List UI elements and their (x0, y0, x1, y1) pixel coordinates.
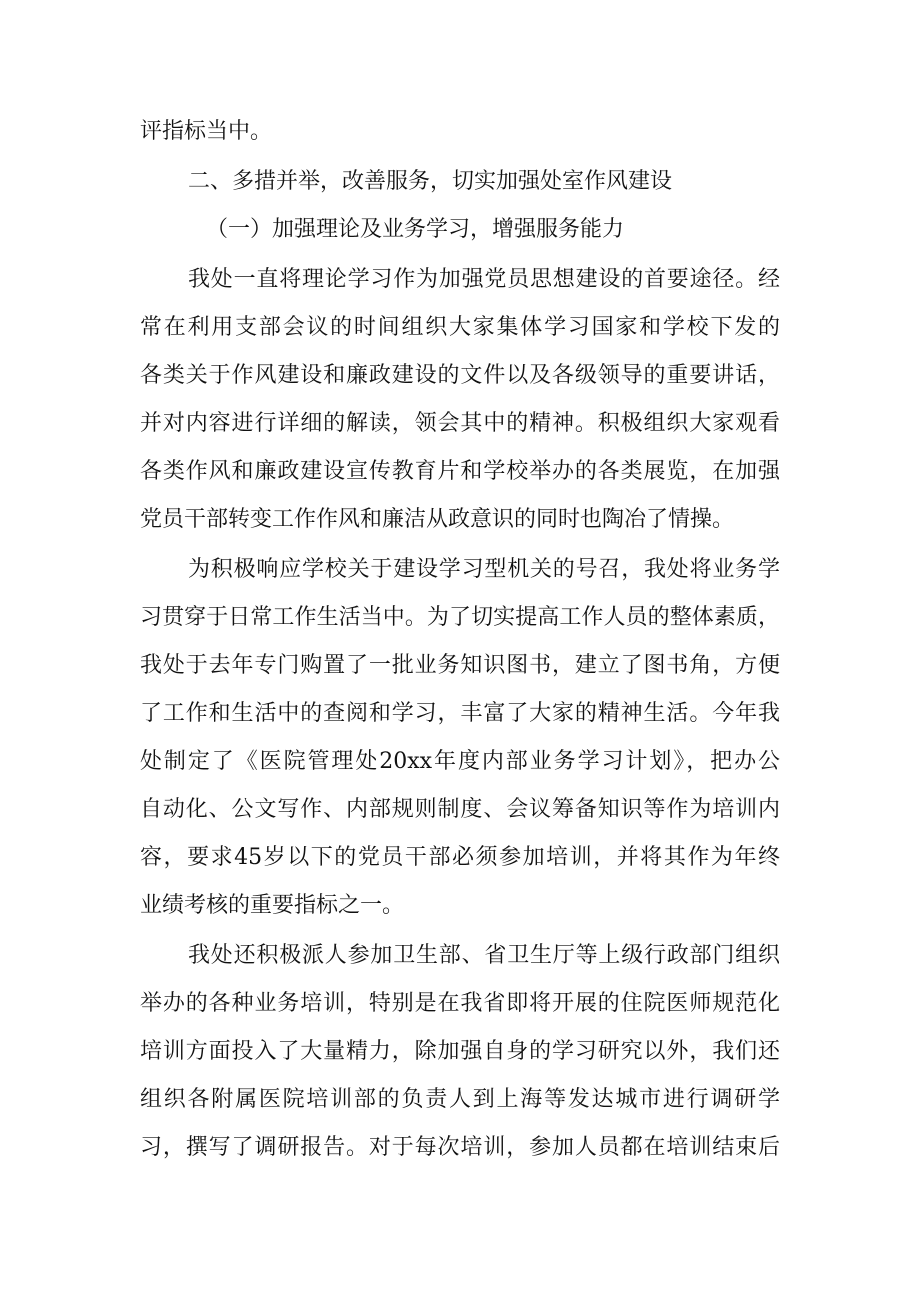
paragraph-line: 习，撰写了调研报告。对于每次培训，参加人员都在培训结束后 (140, 1135, 780, 1160)
paragraph-line: 为积极响应学校关于建设学习型机关的号召，我处将业务学 (188, 557, 780, 582)
paragraph-line: 并对内容进行详细的解读，领会其中的精神。积极组织大家观看 (140, 411, 780, 436)
paragraph-line: 我处于去年专门购置了一批业务知识图书，建立了图书角，方便 (140, 653, 780, 678)
subsection-heading: （一）加强理论及业务学习，增强服务能力 (206, 217, 625, 242)
paragraph-line: 举办的各种业务培训，特别是在我省即将开展的住院医师规范化 (140, 991, 780, 1016)
paragraph-line: 处制定了《医院管理处20xx年度内部业务学习计划》，把办公 (140, 749, 780, 774)
paragraph-line: 评指标当中。 (140, 119, 273, 144)
paragraph-line: 组织各附属医院培训部的负责人到上海等发达城市进行调研学 (140, 1087, 780, 1112)
paragraph-line: 业绩考核的重要指标之一。 (140, 893, 405, 918)
paragraph-line: 我处一直将理论学习作为加强党员思想建设的首要途径。经 (188, 267, 780, 292)
paragraph-line: 党员干部转变工作作风和廉洁从政意识的同时也陶冶了情操。 (140, 507, 735, 532)
paragraph-line: 培训方面投入了大量精力，除加强自身的学习研究以外，我们还 (140, 1039, 780, 1064)
paragraph-line: 自动化、公文写作、内部规则制度、会议筹备知识等作为培训内 (140, 797, 780, 822)
paragraph-line: 容，要求45岁以下的党员干部必须参加培训，并将其作为年终 (140, 845, 780, 870)
paragraph-line: 常在利用支部会议的时间组织大家集体学习国家和学校下发的 (140, 315, 780, 340)
paragraph-line: 各类作风和廉政建设宣传教育片和学校举办的各类展览，在加强 (140, 459, 780, 484)
paragraph-line: 各类关于作风建设和廉政建设的文件以及各级领导的重要讲话， (140, 363, 780, 388)
paragraph-line: 我处还积极派人参加卫生部、省卫生厅等上级行政部门组织 (188, 943, 780, 968)
paragraph-line: 习贯穿于日常工作生活当中。为了切实提高工作人员的整体素质， (140, 605, 780, 630)
section-heading: 二、多措并举，改善服务，切实加强处室作风建设 (188, 169, 673, 194)
paragraph-line: 了工作和生活中的查阅和学习，丰富了大家的精神生活。今年我 (140, 701, 780, 726)
